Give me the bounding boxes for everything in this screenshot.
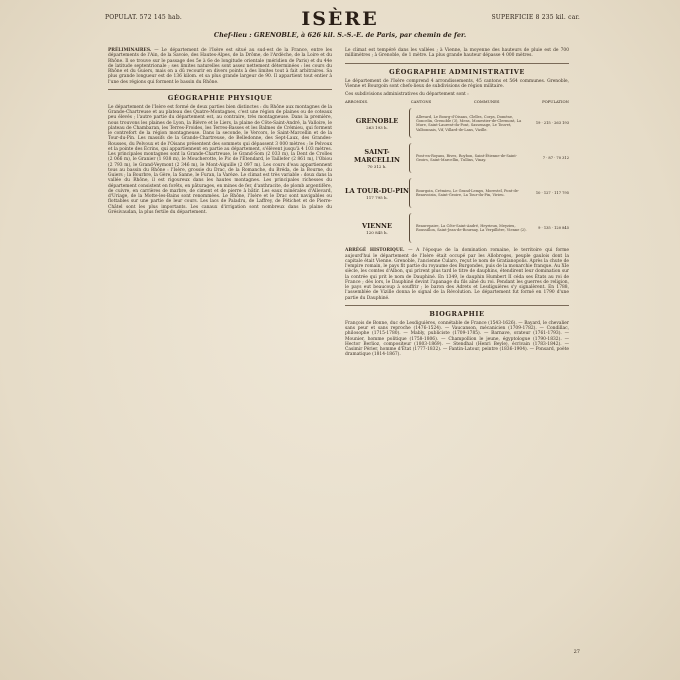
right-column <box>345 48 569 358</box>
page-number: 27 <box>573 649 580 655</box>
arrondissement-pop: 263 193 h. <box>366 124 388 130</box>
biographie-text: François de Bonne, duc de Lesdiguières, connétable de France (1543-1626). — Bayard, le chevalier sans peur et sans reproche (1476-1524). — Vaucanson, mécanicien (1709-1782). — Condillac, philosophe (1715-1780). — Mably, publiciste (1709-1785). — Barnave, orateur (1761-1793). — Mounier, homme politique (1758-1806). — Champollion le jeune, égyptologue (1790-1832). — Hector Berlioz, compositeur (1803-1869). — Stendhal (Henri Beyle), écrivain (1783-1842). — Casimir Périer, homme d'État (1777-1832). — Fantin-Latour, peintre (1836-1904). — Ponsard, poète dramatique (1814-1867). <box>345 320 569 358</box>
histoire-title: ABRÉGÉ HISTORIQUE. <box>345 248 405 254</box>
prelim-paragraph <box>108 48 332 85</box>
table-row <box>345 143 569 173</box>
arrondissements-table <box>345 108 569 243</box>
table-row <box>345 178 569 208</box>
admin-intro: Le département de l'Isère comprend 4 arrondissements, 45 cantons et 564 communes. Grenoble, Vienne et Bourgoin sont chefs-lieux de subdivisions de région militaire. <box>345 78 569 89</box>
divider <box>345 63 569 64</box>
histoire-text: — A l'époque de la domination romaine, le territoire qui forme aujourd'hui le département de l'Isère était occupé par les Allobroges, peuple gaulois dont la capitale était Vienne. Grenoble, l'ancienne Cularo, reçut le nom de Gratianopolis. Après la chute de l'empire romain, le pays fit partie du royaume des Burgondes, puis de la monarchie franque. Au XIe siècle, les comtes d'Albon, qui prirent plus tard le titre de dauphins, étendirent leur domination sur la contrée qui prit le nom de Dauphiné. En 1349, le dauphin Humbert II céda ses États au roi de France ; dès lors, le Dauphiné devint l'apanage du fils aîné du roi. Pendant les guerres de religion, le pays eut beaucoup à souffrir ; le baron des Adrets et Lesdiguières s'y signalèrent. En 1788, l'assemblée de Vizille donna le signal de la Révolution. Le département fut formé en 1790 d'une partie du Dauphiné. <box>345 248 569 301</box>
arrondissement-name: LA TOUR-DU-PIN <box>345 186 409 195</box>
column-header: CANTONS <box>410 99 432 105</box>
population-label: POPULAT. 572 145 hab. <box>105 14 182 21</box>
arrondissement-pop: 117 795 h. <box>366 194 388 200</box>
arrondissement-pop: 70 312 h. <box>367 163 387 169</box>
brace <box>409 143 416 173</box>
table-row <box>345 108 569 138</box>
left-column <box>108 48 332 215</box>
column-header: ARRONDIS. <box>345 99 369 105</box>
divider <box>108 89 332 90</box>
biographie-heading: BIOGRAPHIE <box>429 309 485 318</box>
cantons-list: Allevard, Le Bourg-d'Oisans, Clelles, Corps, Domène, Goncelin, Grenoble (3), Mens, Monestier-de-Clermont, La Mure, Saint-Laurent-du-Pont, Sassenage, Le Touvet, Valbonnais, Vif, Villard-de-Lans, Vizille. <box>416 114 522 132</box>
brace <box>409 108 416 138</box>
row-numbers: 7 · 87 · 70 312 <box>542 156 569 161</box>
arrondissement-name-cell <box>345 117 409 130</box>
brace <box>409 178 416 208</box>
arrondissement-name: VIENNE <box>362 221 392 230</box>
arrondissement-name-cell <box>345 222 409 235</box>
physique-heading: GÉOGRAPHIE PHYSIQUE <box>167 93 273 102</box>
divider <box>345 305 569 306</box>
row-numbers: 9 · 135 · 120 845 <box>538 226 569 231</box>
arrondissement-pop: 120 845 h. <box>366 229 388 235</box>
row-numbers: 19 · 215 · 263 193 <box>535 121 569 126</box>
table-caption: Ces subdivisions administratives du département sont : <box>345 92 469 97</box>
prelim-text: — Le département de l'Isère est situé au sud-est de la France, entre les départements de l'Ain, de la Savoie, des Hautes-Alpes, de la Drôme, de l'Ardèche, de la Loire et du Rhône. Il se trouve sur le passage des 5e à 6e de longitude orientale (méridien de Paris) et du 44e de latitude septentrionale ; ses limites naturelles sont assez nettement déterminées : les cours du Rhône et du Guiers, mais on a dû recourir en divers points à des limites tout à fait arbitraires. Sa plus grande longueur est de 136 kilom. et sa plus grande largeur de 90. Il appartient tout entier à l'une des régions qui forment le bassin du Rhône. <box>108 48 332 85</box>
arrondissement-name-cell <box>345 187 409 200</box>
histoire-paragraph <box>345 248 569 301</box>
subtitle: Chef-lieu : GRENOBLE, à 626 kil. S.-S.-E. de Paris, par chemin de fer. <box>213 31 467 39</box>
intro-text: Le climat est tempéré dans les vallées ; à Vienne, la moyenne des hauteurs de pluie est de 700 millimètres ; à Grenoble, de 1 mètre. La plus grande hauteur dépasse 4 000 mètres. <box>345 48 569 59</box>
cantons-list: Bourgoin, Crémieu, Le Grand-Lemps, Morestel, Pont-de-Beauvoisin, Saint-Geoire, La Tour-du-Pin, Virieu. <box>416 188 520 198</box>
cantons-list: Pont-en-Royans, Rives, Roybon, Saint-Étienne-de-Saint-Geoirs, Saint-Marcellin, Tullins, Vinay. <box>416 153 518 163</box>
page-title: ISÈRE <box>301 8 379 30</box>
table-column-headers <box>345 99 569 104</box>
prelim-title: PRÉLIMINAIRES. <box>108 48 152 53</box>
cantons-list: Beaurepaire, La Côte-Saint-André, Heyrieux, Meyzieu, Roussillon, Saint-Jean-de-Bournay, La Verpillière, Vienne (2). <box>416 223 527 233</box>
table-row <box>345 213 569 243</box>
column-header: COMMUNES <box>473 99 500 105</box>
arrondissement-name-cell <box>345 148 409 169</box>
arrondissement-name: SAINT-MARCELLIN <box>354 147 400 164</box>
admin-heading: GÉOGRAPHIE ADMINISTRATIVE <box>389 67 525 76</box>
physique-text: Le département de l'Isère est formé de deux parties bien distinctes : du Rhône aux montagnes de la Grande-Chartreuse et au plateau des Quatre-Montagnes, c'est une région de plaines ou de coteaux peu élevés ; l'autre partie du département est, au contraire, très montagneuse. Dans la première, nous trouvons les plaines de Lyon, la Bièvre et le Liers, la plaine de Côte-Saint-André, la Valloire, le plateau de Chambaran, les Terres-Froides, les Terres-Basses et les Balmes de Crémieu, qui forment le contrefort de la région montagneuse. Dans la seconde, le Vercors, le Saint-Marcellin et de la Tour-du-Pin. Les massifs de la Grande-Chartreuse, de Belledonne, des Sept-Laux, des Grandes-Rousses, du Pelvoux et de l'Oisans présentent des sommets qui dépassent 3 000 mètres ; le Pelvoux et la pointe des Écrins, qui appartiennent en partie au département, s'élèvent jusqu'à 4 103 mètres. Les principales montagnes sont la Grande-Chartreuse, le Grand-Som (2 033 m), la Dent de Crolles (2 066 m), le Granier (1 938 m), le Moucherotte, le Pic de l'Étendard, le Taillefer (2 861 m), l'Obiou (2 793 m), le Grand-Veymont (2 346 m), le Mont-Aiguille (2 097 m). Les cours d'eau appartiennent tous au bassin du Rhône : l'Isère, grossie du Drac, de la Romanche, du Bréda, de la Bourne, du Guiers ; la Bourbre, la Gère, la Sanne, le Furan, la Varèze. Le climat est très variable : doux dans la vallée du Rhône, il est rigoureux dans les hautes montagnes. Les principales richesses du département consistent en forêts, en pâturages, en mines de fer, d'anthracite, de plomb argentifère, de cuivre, en carrières de marbre, de ciment et de pierre à bâtir. Les eaux minérales d'Allevard, d'Uriage, de la Motte-les-Bains sont renommées. Le Rhône, l'Isère et le Drac sont navigables ou flottables sur une partie de leur cours. Les lacs de Paladru, de Laffrey, de Pétichet et de Pierre-Châtel sont les plus importants. Les canaux d'irrigation sont nombreux dans la plaine du Grésivaudan, la plus fertile du département. <box>108 104 333 215</box>
column-header: POPULATION <box>542 99 569 105</box>
arrondissement-name: GRENOBLE <box>355 116 399 125</box>
row-numbers: 10 · 127 · 117 795 <box>535 191 569 196</box>
brace <box>409 213 416 243</box>
superficie-label: SUPERFICIE 8 235 kil. car. <box>491 14 580 21</box>
